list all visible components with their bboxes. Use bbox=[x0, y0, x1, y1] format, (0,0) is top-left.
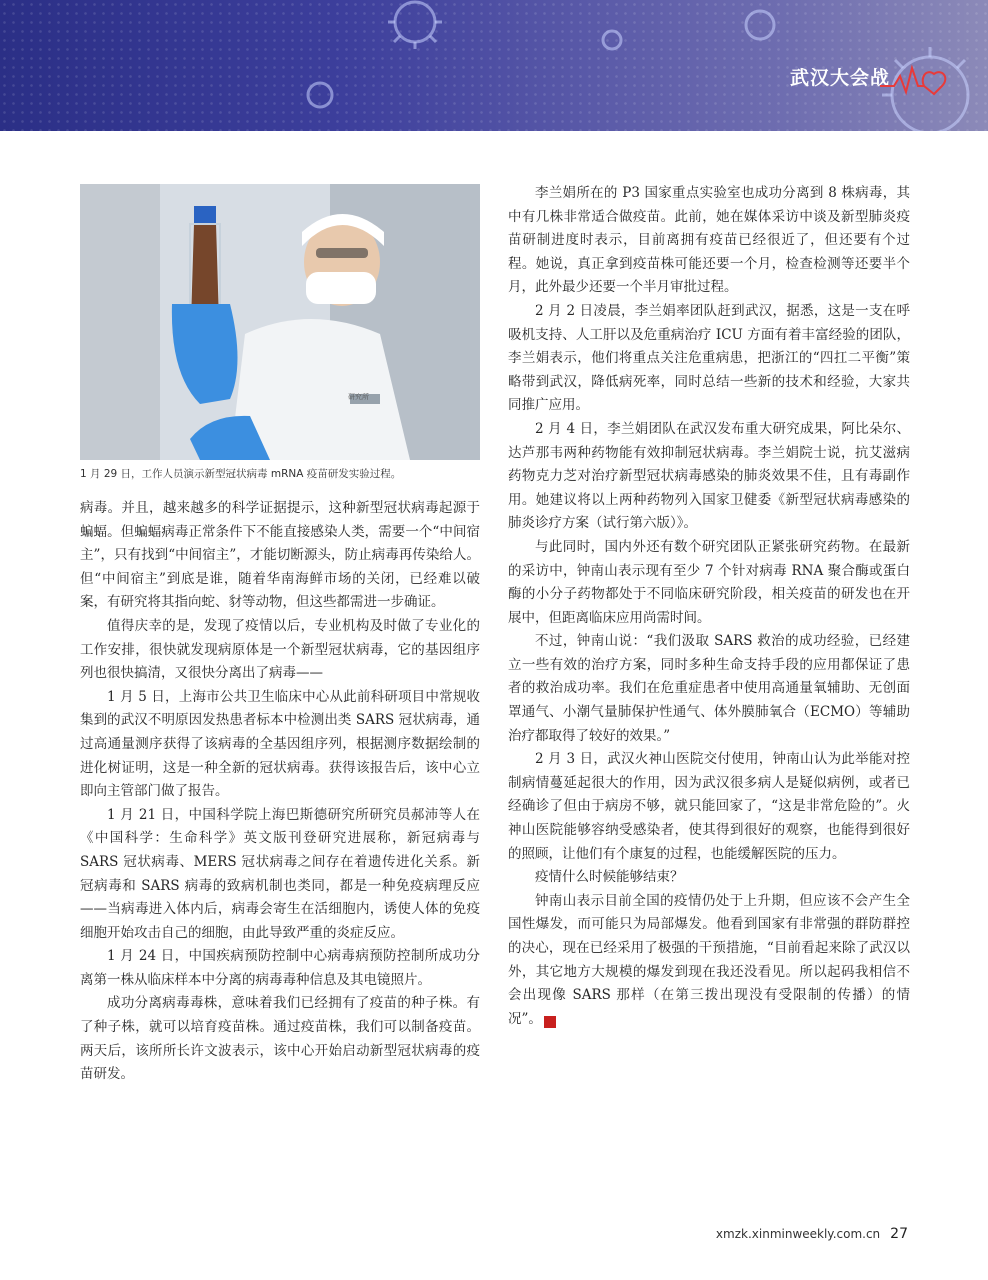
photo-caption: 1 月 29 日，工作人员演示新型冠状病毒 mRNA 疫苗研发实验过程。 bbox=[80, 468, 402, 480]
paragraph: 成功分离病毒毒株，意味着我们已经拥有了疫苗的种子株。有了种子株，就可以培育疫苗株。通过疫苗株，我们可以制备疫苗。两天后，该所所长许文波表示，该中心开始启动新型冠状病毒的疫苗研发。 bbox=[80, 995, 480, 1083]
final-paragraph-text: 钟南山表示目前全国的疫情仍处于上升期，但应该不会产生全国性爆发，而可能只为局部爆发。他看到国家有非常强的群防群控的决心，现在已经采用了极强的干预措施，“目前看起来除了武汉以外，其它地方大规模的爆发到现在我还没看见。所以起码我相信不会出现像 SARS 那样（在第三拨出现没有受限制的传播）的情况”。 bbox=[508, 892, 910, 1027]
paragraph: 值得庆幸的是，发现了疫情以后，专业机构及时做了专业化的工作安排，很快就发现病原体是一个新型冠状病毒，它的基因组序列也很快搞清，又很快分离出了病毒—— bbox=[80, 617, 480, 682]
website-url: xmzk.xinminweekly.com.cn bbox=[715, 1227, 881, 1241]
right-column bbox=[508, 182, 910, 1031]
paragraph: 2 月 3 日，武汉火神山医院交付使用，钟南山认为此举能对控制病情蔓延起很大的作用，因为武汉很多病人是疑似病例，或者已经确诊了但由于病房不够，就只能回家了，“这是非常危险的”。火神山医院能够容纳受感染者，使其得到很好的观察，也能得到很好的照顾，让他们有个康复的过程，也能缓解医院的压力。 bbox=[508, 751, 910, 862]
left-column bbox=[80, 497, 480, 1087]
paragraph: 2 月 4 日，李兰娟团队在武汉发布重大研究成果，阿比朵尔、达芦那韦两种药物能有效抑制冠状病毒。李兰娟院士说，抗艾滋病药物克力芝对治疗新型冠状病毒感染的肺炎效果不佳，且有毒副作用。她建议将以上两种药物列入国家卫健委《新型冠状病毒感染的肺炎诊疗方案（试行第六版）》。 bbox=[508, 420, 910, 532]
paragraph: 病毒。并且，越来越多的科学证据提示，这种新型冠状病毒起源于蝙蝠。但蝙蝠病毒正常条件下不能直接感染人类，需要一个“中间宿主”，只有找到“中间宿主”，才能切断源头，防止病毒再传染给人。但“中间宿主”到底是谁，随着华南海鲜市场的关闭，已经难以破案，有研究将其指向蛇、豺等动物，但这些都需进一步确证。 bbox=[80, 500, 480, 611]
lab-scene-illustration bbox=[80, 184, 480, 460]
paragraph: 李兰娟所在的 P3 国家重点实验室也成功分离到 8 株病毒，其中有几株非常适合做疫苗。此前，她在媒体采访中谈及新型肺炎疫苗研制进度时表示，目前离拥有疫苗已经很近了，但还要有个过程。她说，真正拿到疫苗株可能还要一个月，检查检测等还要半个月，此外最少还要一个半月审批过程。 bbox=[508, 185, 910, 296]
coat-label: 研究所 bbox=[348, 393, 369, 401]
paragraph: 1 月 21 日，中国科学院上海巴斯德研究所研究员郝沛等人在《中国科学：生命科学》英文版刊登研究进展称，新冠病毒与 SARS 冠状病毒、MERS 冠状病毒之间存在着遗传进化关系。新冠病毒和 SARS 病毒的致病机制也类同，都是一种免疫病理反应——当病毒进入体内后，病毒会寄生在活细胞内，诱使人体的免疫细胞开始攻击自己的细胞，由此导致严重的炎症反应。 bbox=[80, 806, 480, 941]
paragraph: 2 月 2 日凌晨，李兰娟率团队赶到武汉，据悉，这是一支在呼吸机支持、人工肝以及危重病治疗 ICU 方面有着丰富经验的团队，李兰娟表示，他们将重点关注危重病患，把浙江的“四扛二平衡”策略带到武汉，降低病死率，同时总结一些新的技术和经验，大家共同推广应用。 bbox=[508, 302, 910, 414]
section-title: 武汉大会战 bbox=[790, 67, 891, 89]
paragraph: 与此同时，国内外还有数个研究团队正紧张研究药物。在最新的采访中，钟南山表示现有至少 7 个针对病毒 RNA 聚合酶或蛋白酶的小分子药物都处于不同临床研究阶段，相关疫苗的研发也在开展中，但距离临床应用尚需时间。 bbox=[508, 538, 910, 626]
header-banner bbox=[0, 0, 988, 131]
final-paragraph bbox=[508, 890, 910, 1032]
heartbeat-heart-icon bbox=[880, 58, 950, 98]
paragraph: 1 月 5 日，上海市公共卫生临床中心从此前科研项目中常规收集到的武汉不明原因发热患者标本中检测出类 SARS 冠状病毒，通过高通量测序获得了该病毒的全基因组序列，根据测序数据绘制的进化树证明，这是一种全新的冠状病毒。获得该报告后，该中心立即向主管部门做了报告。 bbox=[80, 688, 480, 800]
subheading: 疫情什么时候能够结束？ bbox=[535, 869, 684, 886]
end-mark-icon: 民 bbox=[544, 1016, 556, 1028]
lab-photo bbox=[80, 184, 480, 460]
page-footer bbox=[716, 1226, 908, 1242]
paragraph: 不过，钟南山说：“我们汲取 SARS 救治的成功经验，已经建立一些有效的治疗方案，同时多种生命支持手段的应用都保证了患者的救治成功率。我们在危重症患者中使用高通量氧辅助、无创面罩通气、小潮气量肺保护性通气、体外膜肺氧合（ECMO）等辅助治疗都取得了较好的效果。” bbox=[508, 633, 910, 744]
paragraph: 1 月 24 日，中国疾病预防控制中心病毒病预防控制所成功分离第一株从临床样本中分离的病毒毒种信息及其电镜照片。 bbox=[80, 948, 480, 988]
page-number: 27 bbox=[890, 1226, 908, 1242]
